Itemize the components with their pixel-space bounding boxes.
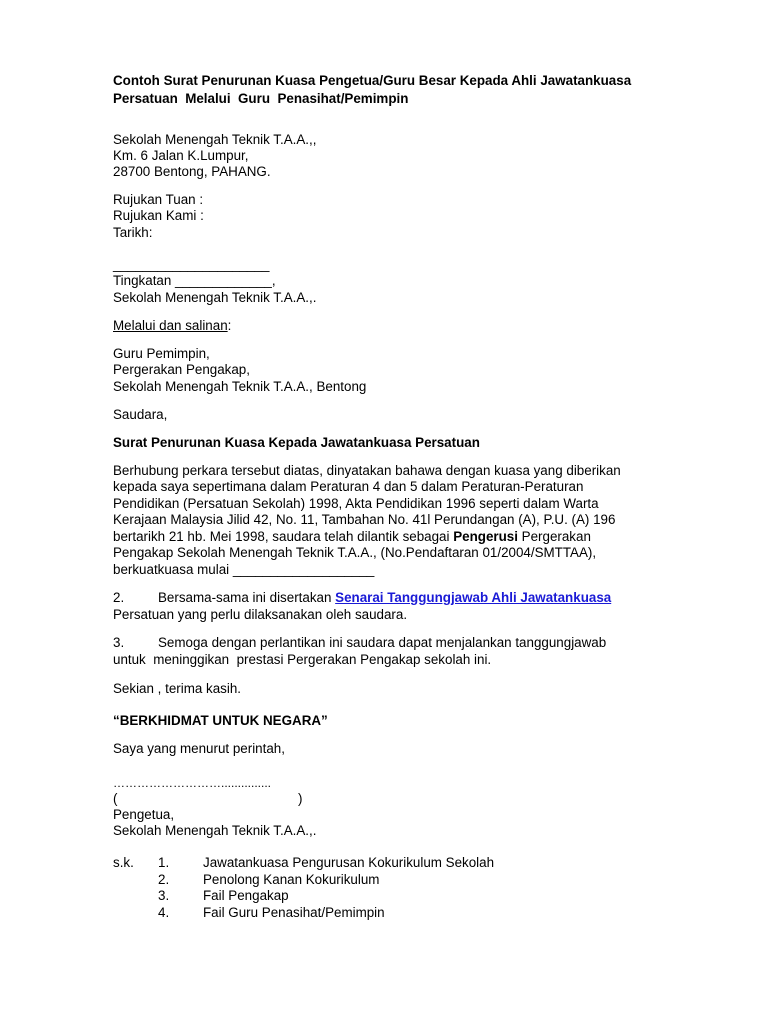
paragraph-1-line-7: berkuatkuasa mulai ___________________ (113, 562, 375, 577)
paragraph-1-line-1: Berhubung perkara tersebut diatas, dinyatakan bahawa dengan kuasa yang diberikan (113, 463, 621, 478)
salutation: Saudara, (113, 407, 168, 422)
paragraph-1-line-2: kepada saya sepertimana dalam Peraturan 4 dan 5 dalam Peraturan-Peraturan (113, 479, 584, 494)
via-label-colon: : (227, 318, 232, 333)
paragraph-2-number: 2. (113, 590, 125, 605)
paragraph-1-line-5-end: Pergerakan (517, 529, 591, 544)
responsibilities-list-link[interactable]: Senarai Tanggungjawab Ahli Jawatankuasa (335, 590, 612, 605)
yours-faithfully: Saya yang menurut perintah, (113, 741, 285, 756)
recipient-name-blank: _____________________ (113, 257, 270, 272)
paragraph-1-line-5 (113, 529, 591, 545)
signatory-title: Pengetua, (113, 807, 175, 822)
reference-kami: Rujukan Kami : (113, 208, 204, 223)
recipient-school: Sekolah Menengah Teknik T.A.A.,. (113, 290, 317, 305)
signatory-school: Sekolah Menengah Teknik T.A.A.,. (113, 823, 317, 838)
motto: “BERKHIDMAT UNTUK NEGARA” (113, 713, 328, 728)
via-label (113, 318, 231, 334)
via-address-line-3: Sekolah Menengah Teknik T.A.A., Bentong (113, 379, 367, 394)
paragraph-3-line-2: untuk meninggikan prestasi Pergerakan Pengakap sekolah ini. (113, 652, 492, 667)
signature-open-paren: ( (113, 791, 118, 806)
cc-item-number: 2. (158, 872, 170, 887)
cc-item-text: Jawatankuasa Pengurusan Kokurikulum Sekolah (203, 855, 495, 870)
cc-item-number: 1. (158, 855, 170, 870)
cc-item-text: Fail Pengakap (203, 888, 289, 903)
reference-date: Tarikh: (113, 225, 153, 240)
signature-dotted-line: ………………………............... (113, 776, 272, 790)
paragraph-2-line-2: Persatuan yang perlu dilaksanakan oleh saudara. (113, 607, 408, 622)
closing-remark: Sekian , terima kasih. (113, 681, 242, 696)
cc-item-number: 4. (158, 905, 170, 920)
paragraph-2-line-1 (158, 590, 611, 606)
cc-label: s.k. (113, 855, 134, 870)
signature-close-paren: ) (298, 791, 303, 806)
sender-address-line-2: Km. 6 Jalan K.Lumpur, (113, 148, 249, 163)
paragraph-1-line-3: Pendidikan (Persatuan Sekolah) 1998, Akta Pendidikan 1996 seperti dalam Warta (113, 496, 599, 511)
cc-item-text: Fail Guru Penasihat/Pemimpin (203, 905, 385, 920)
reference-tuan: Rujukan Tuan : (113, 192, 204, 207)
sender-address-line-3: 28700 Bentong, PAHANG. (113, 164, 271, 179)
recipient-class: Tingkatan _____________, (113, 273, 276, 288)
document-title-line-1: Contoh Surat Penurunan Kuasa Pengetua/Guru Besar Kepada Ahli Jawatankuasa (113, 73, 632, 88)
via-label-text: Melalui dan salinan (113, 318, 228, 333)
cc-item-text: Penolong Kanan Kokurikulum (203, 872, 380, 887)
cc-item-number: 3. (158, 888, 170, 903)
document-title-line-2: Persatuan Melalui Guru Penasihat/Pemimpin (113, 91, 409, 106)
via-address-line-1: Guru Pemimpin, (113, 346, 210, 361)
paragraph-3-line-1: Semoga dengan perlantikan ini saudara dapat menjalankan tanggungjawab (158, 635, 607, 650)
paragraph-2-text: Bersama-sama ini disertakan (158, 590, 336, 605)
position-pengerusi: Pengerusi (453, 529, 518, 544)
letter-subject: Surat Penurunan Kuasa Kepada Jawatankuasa Persatuan (113, 435, 480, 450)
paragraph-1-line-4: Kerajaan Malaysia Jilid 42, No. 11, Tambahan No. 41l Perundangan (A), P.U. (A) 196 (113, 512, 616, 527)
sender-address-line-1: Sekolah Menengah Teknik T.A.A.,, (113, 132, 317, 147)
paragraph-1-line-6: Pengakap Sekolah Menengah Teknik T.A.A., (No.Pendaftaran 01/2004/SMTTAA), (113, 545, 597, 560)
paragraph-1-line-5-start: bertarikh 21 hb. Mei 1998, saudara telah dilantik sebagai (113, 529, 454, 544)
via-address-line-2: Pergerakan Pengakap, (113, 362, 250, 377)
paragraph-3-number: 3. (113, 635, 125, 650)
